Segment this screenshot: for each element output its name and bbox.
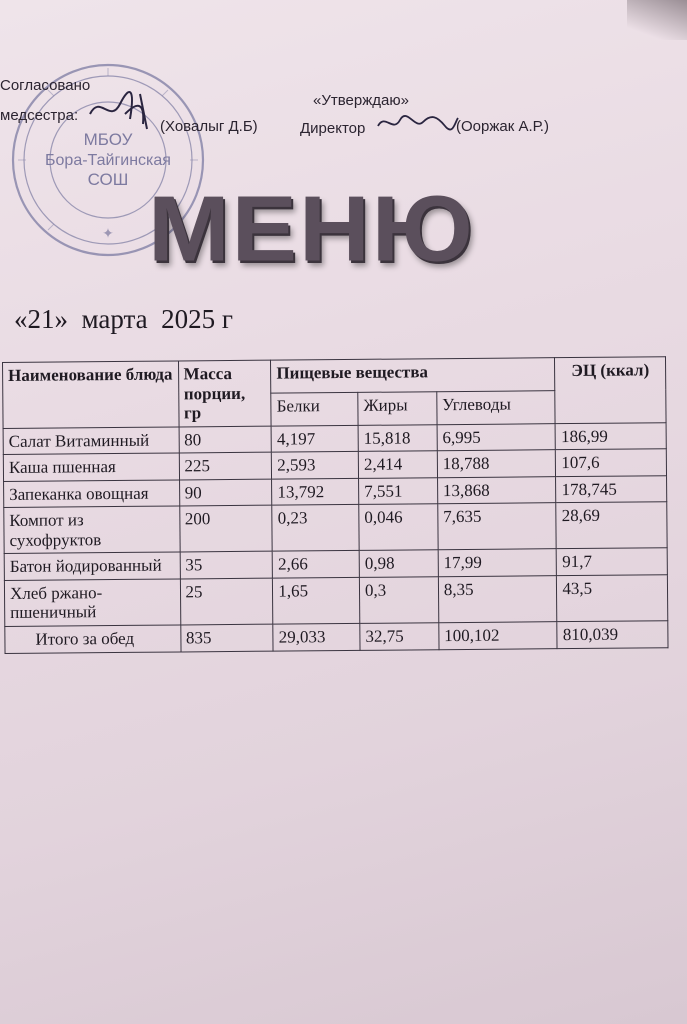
table-row [4, 575, 667, 627]
cell-name: Хлеб ржано-пшеничный [4, 579, 180, 627]
stamp-line1: МБОУ [83, 130, 133, 149]
cell-name: Запеканка овощная [4, 480, 180, 508]
stamp-line2: Бора-Тайгинская [45, 152, 171, 169]
total-mass: 835 [180, 624, 273, 651]
cell-energy: 178,745 [556, 475, 667, 503]
nurse-signature [85, 84, 165, 134]
cell-mass: 90 [179, 479, 272, 506]
cell-fats: 0,98 [359, 550, 438, 577]
cell-proteins: 1,65 [273, 577, 360, 624]
cell-mass: 80 [179, 426, 272, 453]
cell-energy: 107,6 [556, 449, 667, 477]
menu-table [2, 356, 669, 653]
cell-fats: 15,818 [358, 424, 437, 451]
header-nutrients: Пищевые вещества [271, 358, 555, 393]
cell-energy: 43,5 [557, 575, 668, 622]
header-fats: Жиры [358, 392, 437, 426]
cell-name: Батон йодированный [4, 552, 180, 580]
total-label: Итого за обед [5, 625, 181, 653]
cell-carbs: 8,35 [438, 576, 557, 623]
cell-proteins: 4,197 [271, 425, 358, 452]
header-energy: ЭЦ (ккал) [555, 357, 666, 424]
total-carbs: 100,102 [439, 622, 558, 650]
cell-carbs: 17,99 [438, 549, 557, 577]
approved-label: Согласовано [0, 77, 91, 94]
page-title: МЕНЮ [148, 175, 475, 281]
header-mass: Масса порции, гр [178, 360, 271, 426]
cell-energy: 28,69 [556, 502, 667, 549]
nurse-label: медсестра: [0, 107, 79, 124]
director-signature [375, 108, 460, 138]
cell-proteins: 0,23 [272, 505, 359, 552]
nurse-name: (Ховалыг Д.Б) [160, 118, 258, 135]
cell-proteins: 2,66 [272, 551, 359, 578]
cell-carbs: 13,868 [437, 476, 556, 504]
cell-fats: 0,3 [359, 577, 438, 624]
stamp-line3: СОШ [87, 170, 129, 189]
table-body [3, 422, 668, 626]
table-header-row [3, 357, 666, 396]
header-proteins: Белки [271, 392, 358, 426]
svg-text:✦: ✦ [102, 225, 114, 241]
cell-mass: 25 [180, 578, 273, 625]
cell-carbs: 7,635 [438, 503, 557, 550]
cell-mass: 35 [180, 552, 273, 579]
cell-fats: 7,551 [359, 477, 438, 504]
confirm-label: «Утверждаю» [313, 92, 409, 109]
cell-proteins: 2,593 [272, 452, 359, 479]
total-proteins: 29,033 [273, 623, 360, 650]
table-row [4, 502, 667, 554]
cell-energy: 186,99 [555, 422, 666, 450]
page-shadow [627, 0, 687, 40]
cell-carbs: 6,995 [437, 423, 556, 451]
menu-date: «21» марта 2025 г [14, 304, 233, 334]
table-total-row [5, 621, 668, 653]
cell-name: Компот из сухофруктов [4, 506, 180, 554]
cell-fats: 0,046 [359, 504, 438, 551]
cell-name: Каша пшенная [3, 453, 179, 481]
cell-proteins: 13,792 [272, 478, 359, 505]
total-fats: 32,75 [360, 623, 439, 650]
header-carbs: Углеводы [437, 390, 556, 424]
header-name: Наименование блюда [3, 361, 179, 428]
cell-fats: 2,414 [358, 451, 437, 478]
director-name: (Ооржак А.Р.) [456, 118, 549, 135]
director-label: Директор [300, 120, 366, 137]
cell-mass: 200 [179, 505, 272, 552]
cell-mass: 225 [179, 452, 272, 479]
cell-name: Салат Витаминный [3, 427, 179, 455]
cell-energy: 91,7 [557, 548, 668, 576]
cell-carbs: 18,788 [437, 450, 556, 478]
total-energy: 810,039 [557, 621, 668, 649]
